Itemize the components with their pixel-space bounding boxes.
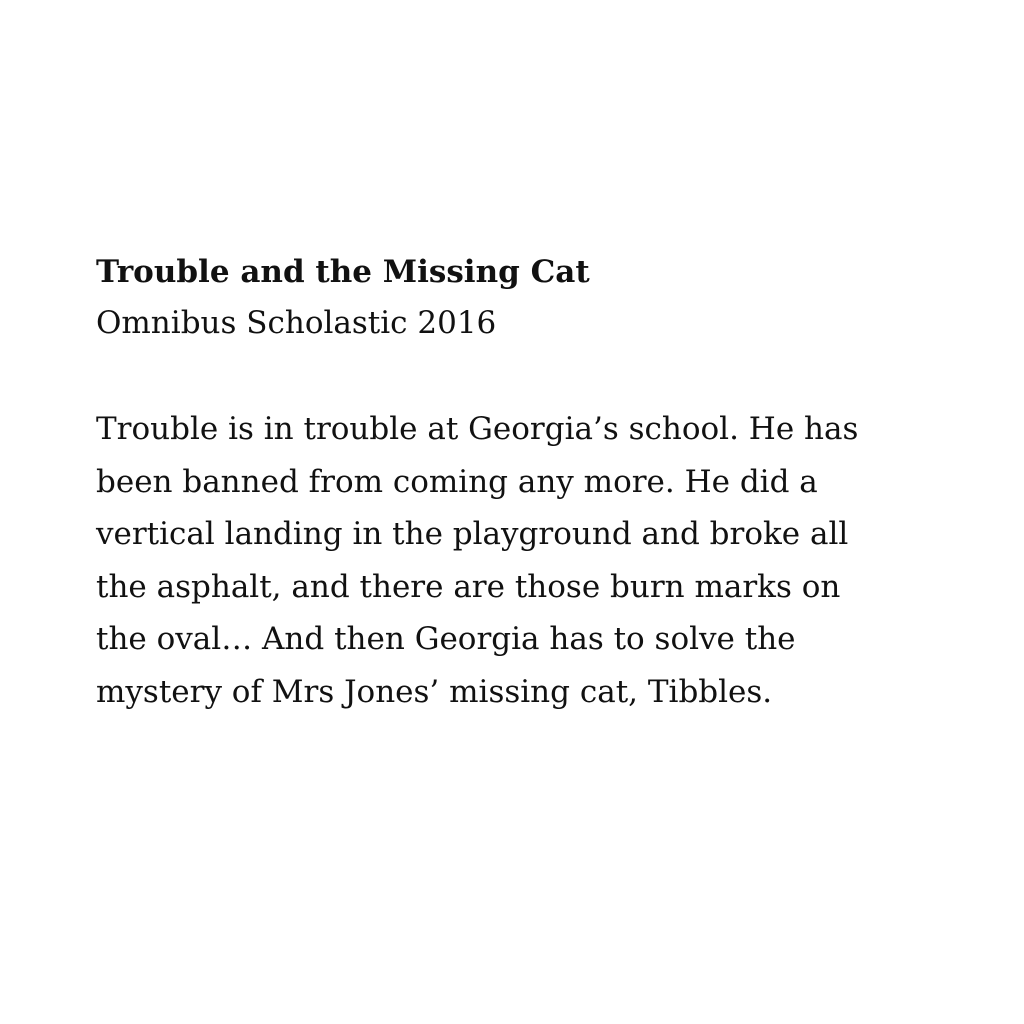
description-line: Trouble is in trouble at Georgia’s school. He has <box>96 411 859 447</box>
description-line: vertical landing in the playground and broke all <box>96 516 849 552</box>
book-entry <box>96 247 936 718</box>
publication-info: Omnibus Scholastic 2016 <box>96 305 497 341</box>
book-description <box>96 403 936 718</box>
book-title: Trouble and the Missing Cat <box>96 254 590 290</box>
description-line: the asphalt, and there are those burn marks on <box>96 568 841 605</box>
description-line: the oval… And then Georgia has to solve the <box>96 621 796 657</box>
description-line: been banned from coming any more. He did a <box>96 463 818 500</box>
description-line: mystery of Mrs Jones’ missing cat, Tibbles. <box>96 673 773 710</box>
